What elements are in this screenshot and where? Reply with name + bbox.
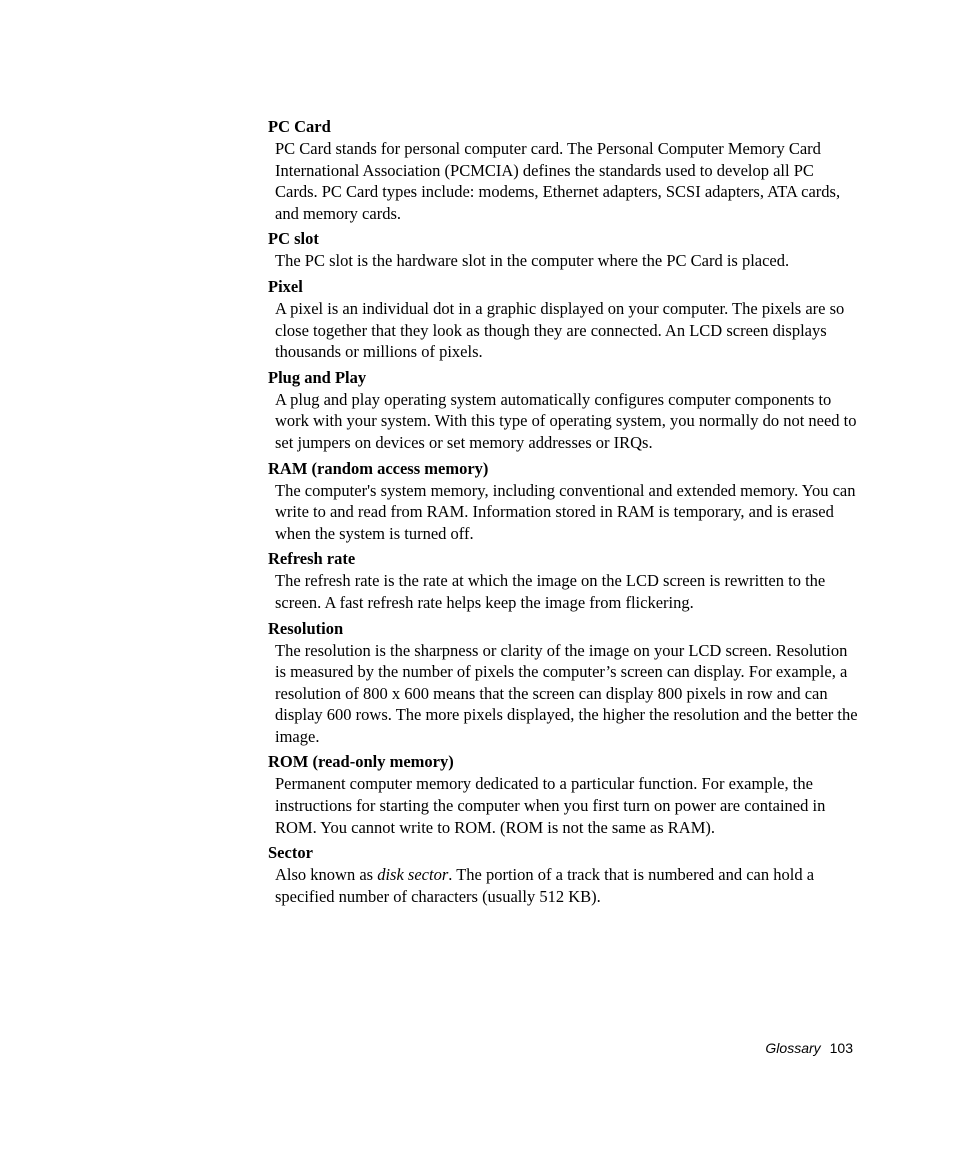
definition-prefix: Also known as xyxy=(275,865,378,885)
term-definition xyxy=(275,864,858,907)
term-definition: The refresh rate is the rate at which the image on the LCD screen is rewritten to the screen. A fast refresh rate helps keep the image from flickering. xyxy=(275,571,826,612)
term-definition: The PC slot is the hardware slot in the computer where the PC Card is placed. xyxy=(275,251,790,271)
term-heading: ROM (read-only memory) xyxy=(268,752,454,772)
glossary-entry-ram xyxy=(268,458,858,545)
glossary-entry-plug-and-play xyxy=(268,367,858,454)
page-footer xyxy=(700,1038,853,1058)
term-heading: PC slot xyxy=(268,229,319,249)
footer-section-name: Glossary xyxy=(765,1040,821,1056)
glossary-entry-resolution xyxy=(268,618,858,748)
glossary-entry-refresh-rate xyxy=(268,548,858,613)
term-definition: PC Card stands for personal computer card. The Personal Computer Memory Card International Association (PCMCIA) defines the standards used to develop all PC Cards. PC Card types include: modems, Ethernet adapters, SCSI adapters, ATA cards, and memory cards. xyxy=(275,139,841,223)
term-heading: Resolution xyxy=(268,618,344,638)
term-heading: Pixel xyxy=(268,276,303,296)
definition-emphasis: disk sector xyxy=(377,865,449,885)
term-definition: A pixel is an individual dot in a graphic displayed on your computer. The pixels are so close together that they look as though they are connected. An LCD screen displays thousands or millions of pixels. xyxy=(275,298,845,362)
term-heading: PC Card xyxy=(268,117,331,136)
page-number: 103 xyxy=(829,1040,853,1056)
term-definition: The computer's system memory, including conventional and extended memory. You can write to and read from RAM. Information stored in RAM is temporary, and is erased when the system is turned off. xyxy=(275,480,856,543)
definition-suffix: . The portion of a track that is numbered and can hold a specified number of characters (usually 512 KB). xyxy=(275,865,815,906)
term-heading: Plug and Play xyxy=(268,367,367,387)
glossary-entry-pixel xyxy=(268,276,858,363)
glossary-entry-pc-slot xyxy=(268,228,858,272)
term-heading: RAM (random access memory) xyxy=(268,458,489,478)
term-heading: Refresh rate xyxy=(268,549,356,569)
term-definition: A plug and play operating system automatically configures computer components to work with your system. With this type of operating system, you normally do not need to set jumpers on devices or set memory addresses or IRQs. xyxy=(275,389,857,452)
term-definition: The resolution is the sharpness or clarity of the image on your LCD screen. Resolution is measured by the number of pixels the computer’s screen can display. For example, a resolution of 800 x 600 means that the screen can display 800 pixels in row and can display 600 rows. The more pixels displayed, the higher the resolution and the better the image. xyxy=(275,640,858,746)
glossary-entry-rom xyxy=(268,751,858,838)
term-definition: Permanent computer memory dedicated to a particular function. For example, the instructions for starting the computer when you first turn on power are contained in ROM. You cannot write to ROM. (ROM is not the same as RAM). xyxy=(275,774,826,837)
term-heading: Sector xyxy=(268,843,313,863)
glossary-entry-pc-card xyxy=(268,116,858,224)
glossary-list xyxy=(268,116,858,911)
glossary-entry-sector xyxy=(268,842,858,907)
